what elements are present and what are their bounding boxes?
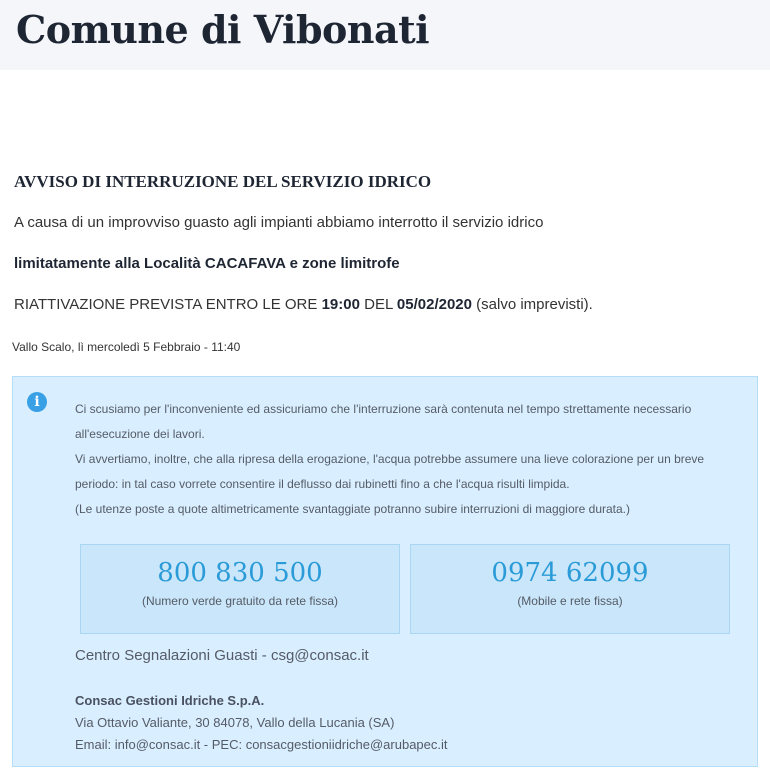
company-name: Consac Gestioni Idriche S.p.A.: [75, 693, 265, 708]
company-contacts: Email: info@consac.it - PEC: consacgestioniidriche@arubapec.it: [75, 737, 448, 752]
company-address: Via Ottavio Valiante, 30 84078, Vallo della Lucania (SA): [75, 715, 395, 730]
notice-line-cause: A causa di un improvviso guasto agli impianti abbiamo interrotto il servizio idrico: [14, 214, 544, 231]
fault-report-line: Centro Segnalazioni Guasti - csg@consac.it: [75, 647, 369, 664]
phone-label-toll-free: (Numero verde gratuito da rete fissa): [141, 594, 339, 608]
company-info: [75, 690, 448, 756]
restore-mid: DEL: [359, 296, 397, 313]
restore-suffix: (salvo imprevisti).: [471, 296, 593, 313]
notice-line-restore: [14, 295, 593, 315]
restore-prefix: RIATTIVAZIONE PREVISTA ENTRO LE ORE: [14, 296, 322, 313]
site-header: [0, 0, 770, 70]
alert-line: Ci scusiamo per l'inconveniente ed assicuriamo che l'interruzione sarà contenuta nel tempo strettamente necessario: [75, 402, 692, 416]
notice-line-area: limitatamente alla Località CACAFAVA e zone limitrofe: [14, 255, 400, 272]
phone-label-mobile: (Mobile e rete fissa): [517, 594, 623, 608]
alert-line: Vi avvertiamo, inoltre, che alla ripresa della erogazione, l'acqua potrebbe assumere una lieve colorazione per un breve: [75, 452, 705, 466]
phone-card-toll-free: [80, 544, 400, 634]
phone-number-toll-free[interactable]: 800 830 500: [157, 558, 323, 588]
alert-line: periodo: in tal caso vorrete consentire il deflusso dai rubinetti fino a che l'acqua risulti limpida.: [75, 477, 570, 491]
notice-title: AVVISO DI INTERRUZIONE DEL SERVIZIO IDRICO: [14, 172, 432, 191]
phone-card-mobile: [410, 544, 730, 634]
alert-message: [75, 397, 745, 522]
alert-line: all'esecuzione dei lavori.: [75, 427, 205, 441]
phone-number-mobile[interactable]: 0974 62099: [491, 558, 649, 588]
alert-line: (Le utenze poste a quote altimetricamente svantaggiate potranno subire interruzioni di maggiore durata.): [75, 502, 630, 516]
info-icon: i: [27, 392, 47, 412]
info-alert-box: [12, 376, 758, 767]
restore-date: 05/02/2020: [396, 296, 472, 313]
restore-time: 19:00: [321, 296, 360, 313]
site-title[interactable]: Comune di Vibonati: [16, 7, 430, 52]
dateline: Vallo Scalo, lì mercoledì 5 Febbraio - 11:40: [12, 340, 241, 354]
